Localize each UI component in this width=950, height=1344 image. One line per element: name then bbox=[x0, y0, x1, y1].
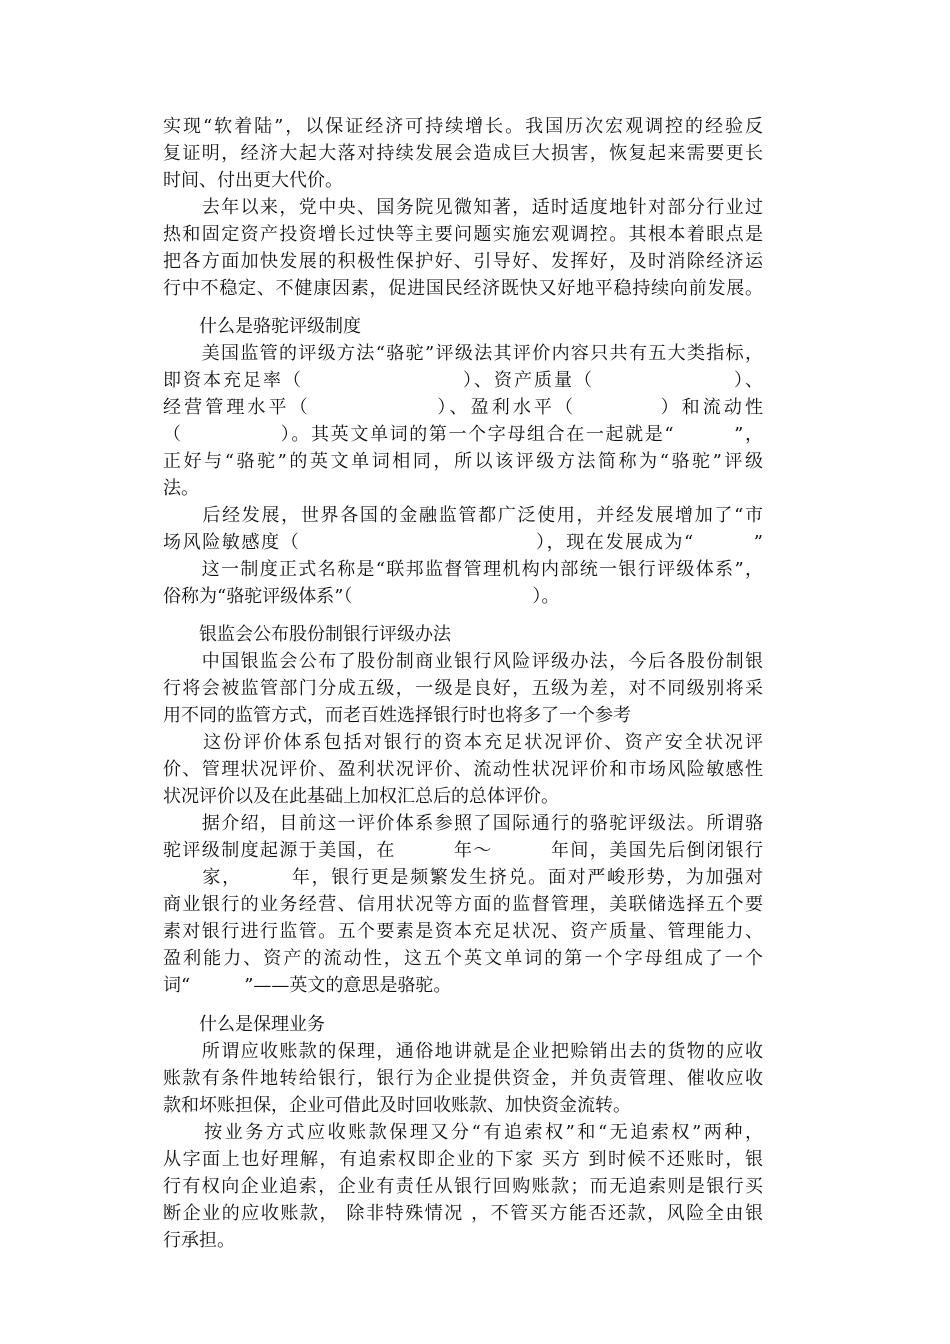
body-text-line: 这份评价体系包括对银行的资本充足状况评价、资产安全状况评 bbox=[163, 732, 763, 753]
body-text-line: 经营管理水平（ ）、盈利水平（ ）和流动性 bbox=[163, 397, 763, 418]
body-text-line: 中国银监会公布了股份制商业银行风险评级办法，今后各股份制银 bbox=[163, 651, 763, 672]
body-text-line: 行承担。 bbox=[163, 1230, 235, 1251]
body-text-line: 用不同的监管方式，而老百姓选择银行时也将多了一个参考 bbox=[163, 705, 631, 726]
body-text-line: 法。 bbox=[163, 478, 199, 499]
body-text-line: 这一制度正式名称是“联邦监督管理机构内部统一银行评级体系”， bbox=[163, 559, 763, 580]
body-text-line: 去年以来，党中央、国务院见微知著，适时适度地针对部分行业过 bbox=[163, 197, 763, 218]
body-text-line: 行中不稳定、不健康因素，促进国民经济既快又好地平稳持续向前发展。 bbox=[163, 278, 763, 299]
body-text-line: 状况评价以及在此基础上加权汇总后的总体评价。 bbox=[163, 786, 559, 807]
body-text-line: 按业务方式应收账款保理又分“有追索权”和“无追索权”两种， bbox=[163, 1122, 763, 1143]
body-text-line: 款和坏账担保，企业可借此及时回收账款、加快资金流转。 bbox=[163, 1095, 631, 1116]
section-heading: 什么是骆驼评级制度 bbox=[199, 316, 361, 337]
body-text-line: 驼评级制度起源于美国，在 年～ 年间，美国先后倒闭银行 bbox=[163, 840, 763, 861]
body-text-line: 实现“软着陆”，以保证经济可持续增长。我国历次宏观调控的经验反 bbox=[163, 116, 763, 137]
body-text-line: 账款有条件地转给银行，银行为企业提供资金，并负责管理、催收应收 bbox=[163, 1068, 763, 1089]
body-text-line: 行有权向企业追索，企业有责任从银行回购账款；而无追索则是银行买 bbox=[163, 1176, 763, 1197]
body-text-line: 热和固定资产投资增长过快等主要问题实施宏观调控。其根本着眼点是 bbox=[163, 224, 763, 245]
body-text-line: 俗称为“骆驼评级体系”（ ）。 bbox=[163, 586, 560, 607]
body-text-line: 美国监管的评级方法“骆驼”评级法其评价内容只共有五大类指标， bbox=[163, 343, 763, 364]
body-text-line: 价、管理状况评价、盈利状况评价、流动性状况评价和市场风险敏感性 bbox=[163, 759, 763, 780]
body-text-line: 盈利能力、资产的流动性，这五个英文单词的第一个字母组成了一个 bbox=[163, 948, 763, 969]
body-text-line: 复证明，经济大起大落对持续发展会造成巨大损害，恢复起来需要更长 bbox=[163, 143, 763, 164]
body-text-line: 正好与“骆驼”的英文单词相同，所以该评级方法简称为“骆驼”评级 bbox=[163, 451, 763, 472]
body-text-line: 后经发展，世界各国的金融监管都广泛使用，并经发展增加了“市 bbox=[163, 505, 763, 526]
body-text-line: 断企业的应收账款， 除非特殊情况 ，不管买方能否还款，风险全由银 bbox=[163, 1203, 763, 1224]
body-text-line: 词“ ”——英文的意思是骆驼。 bbox=[163, 975, 452, 996]
body-text-line: （ ）。其英文单词的第一个字母组合在一起就是“ ”， bbox=[163, 424, 763, 445]
body-text-line: 场风险敏感度（ ），现在发展成为“ ” bbox=[163, 532, 763, 553]
body-text-line: 素对银行进行监管。五个要素是资本充足状况、资产质量、管理能力、 bbox=[163, 921, 763, 942]
section-heading: 银监会公布股份制银行评级办法 bbox=[199, 624, 451, 645]
body-text-line: 把各方面加快发展的积极性保护好、引导好、发挥好，及时消除经济运 bbox=[163, 251, 763, 272]
body-text-line: 时间、付出更大代价。 bbox=[163, 170, 343, 191]
body-text-line: 行将会被监管部门分成五级，一级是良好，五级为差，对不同级别将采 bbox=[163, 678, 763, 699]
body-text-line: 据介绍，目前这一评价体系参照了国际通行的骆驼评级法。所谓骆 bbox=[163, 813, 763, 834]
body-text-line: 即资本充足率（ ）、资产质量（ ）、 bbox=[163, 370, 763, 391]
body-text-line: 从字面上也好理解，有追索权即企业的下家 买方 到时候不还账时，银 bbox=[163, 1149, 763, 1170]
body-text-line: 商业银行的业务经营、信用状况等方面的监督管理，美联储选择五个要 bbox=[163, 894, 763, 915]
body-text-line: 家， 年，银行更是频繁发生挤兑。面对严峻形势，为加强对 bbox=[163, 867, 763, 888]
body-text-line: 所谓应收账款的保理，通俗地讲就是企业把赊销出去的货物的应收 bbox=[163, 1041, 763, 1062]
section-heading: 什么是保理业务 bbox=[199, 1014, 325, 1035]
